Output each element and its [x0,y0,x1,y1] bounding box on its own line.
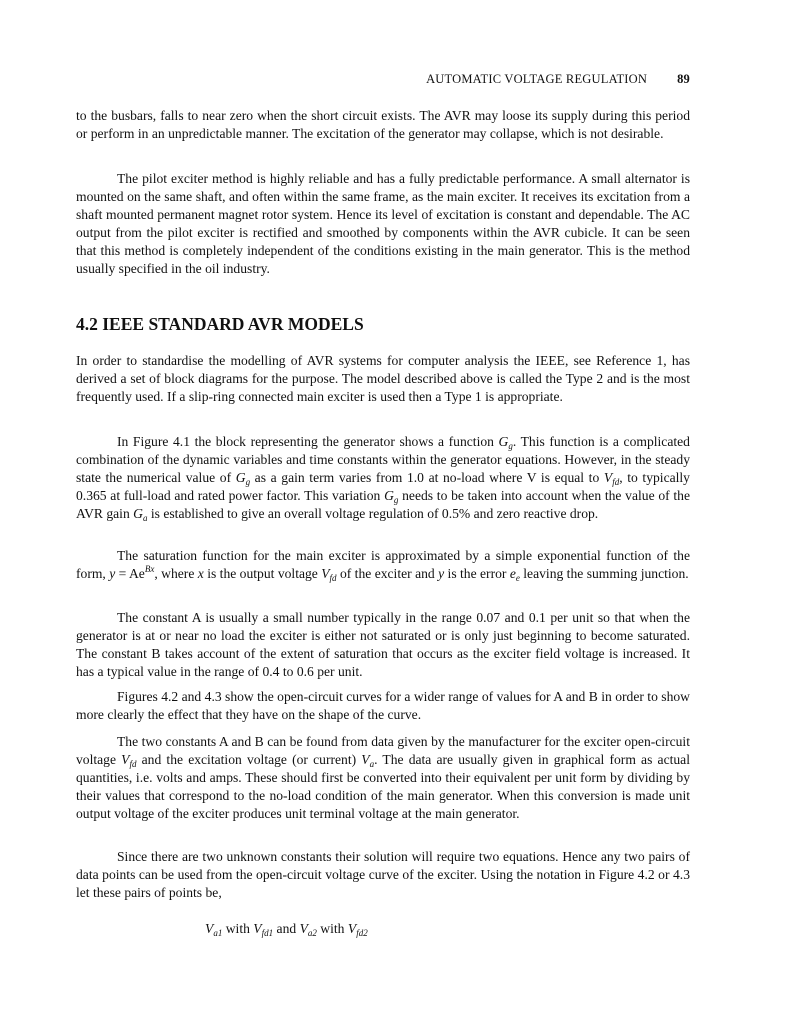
paragraph-pilot-exciter [76,170,690,278]
section-heading: 4.2 IEEE STANDARD AVR MODELS [76,314,364,334]
paragraph-generator-gain [76,433,690,523]
paragraph-3-text: In order to standardise the modelling of AVR systems for computer analysis the IEEE, see Reference 1, has derived a set of block diagrams for the purpose. The model described above is called the Type 2 and is the most frequently used. If a slip-ring connected main exciter is used then a Type 1 is appropriate. [76,353,690,404]
paragraph-saturation [76,547,690,583]
paragraph-9-text: Since there are two unknown constants their solution will require two equations. Hence any two pairs of data points can be used from the open-circuit voltage curve of the exciter. Using the notation in Figure 4.2 or 4.3 let these pairs of points be, [76,849,690,900]
paragraph-constants-ab [76,733,690,823]
paragraph-1-text: to the busbars, falls to near zero when the short circuit exists. The AVR may loose its supply during this period or perform in an unpredictable manner. The excitation of the generator may collapse, which is not desirable. [76,108,690,141]
paragraph-4-text: In Figure 4.1 the block representing the generator shows a function $G_g$. This function is a complicated combination of the dynamic variables and time constants within the generator equations. However, in the steady state the numerical value of $G_g$ as a gain term varies from 1.0 at no-load where V is equal to $V_{fd}$, to typically 0.365 at full-load and rated power factor. This variation $G_g$ needs to be taken into account when the value of the AVR gain $G_a$ is established to give an overall voltage regulation of 0.5% and zero reactive drop. [76,434,691,523]
paragraph-7-text: Figures 4.2 and 4.3 show the open-circuit curves for a wider range of values for A and B in order to show more clearly the effect that they have on the shape of the curve. [76,689,690,722]
paragraph-continuation [76,107,690,143]
data-point-pairs: $V_{a1}$ with $V_{fd1}$ and $V_{a2}$ with $V_{fd2}$ [205,921,368,938]
paragraph-5-text: The saturation function for the main exciter is approximated by a simple exponential function of the form, $y = Ae^{Bx}$, where x is the output voltage $V_{fd}$ of the exciter and y is the error $e_e$ leaving the summing junction. [76,548,690,583]
page-number: 89 [677,72,690,86]
paragraph-constant-a [76,609,690,681]
paragraph-figures [76,688,690,724]
paragraph-2-text: The pilot exciter method is highly reliable and has a fully predictable performance. A small alternator is mounted on the same shaft, and often within the same frame, as the main exciter. It receives its excitation from a shaft mounted permanent magnet rotor system. Hence its level of excitation is constant and dependable. The AC output from the pilot exciter is rectified and smoothed by components within the AVR cubicle. It can be seen that this method is completely independent of the conditions existing in the main generator. This is the method usually specified in the oil industry. [76,171,690,276]
paragraph-two-equations [76,848,690,902]
paragraph-8-text: The two constants A and B can be found from data given by the manufacturer for the exciter open-circuit voltage $V_{fd}$ and the excitation voltage (or current) $V_a$. The data are usually given in graphical form as actual quantities, i.e. volts and amps. These should first be converted into their equivalent per unit form by dividing by their values that correspond to the no-load condition of the main generator. When this conversion is made unit output voltage of the exciter produces unit terminal voltage at the main generator. [76,734,690,821]
running-header [426,72,690,87]
paragraph-ieee-intro [76,352,690,406]
paragraph-6-text: The constant A is usually a small number typically in the range 0.07 and 0.1 per unit so that when the generator is at or near no load the exciter is either not saturated or is only just beginning to become saturated. The constant B takes account of the extent of saturation that occurs as the exciter field voltage is increased. It has a typical value in the range of 0.4 to 0.6 per unit. [76,610,690,679]
running-title: AUTOMATIC VOLTAGE REGULATION [426,72,648,86]
